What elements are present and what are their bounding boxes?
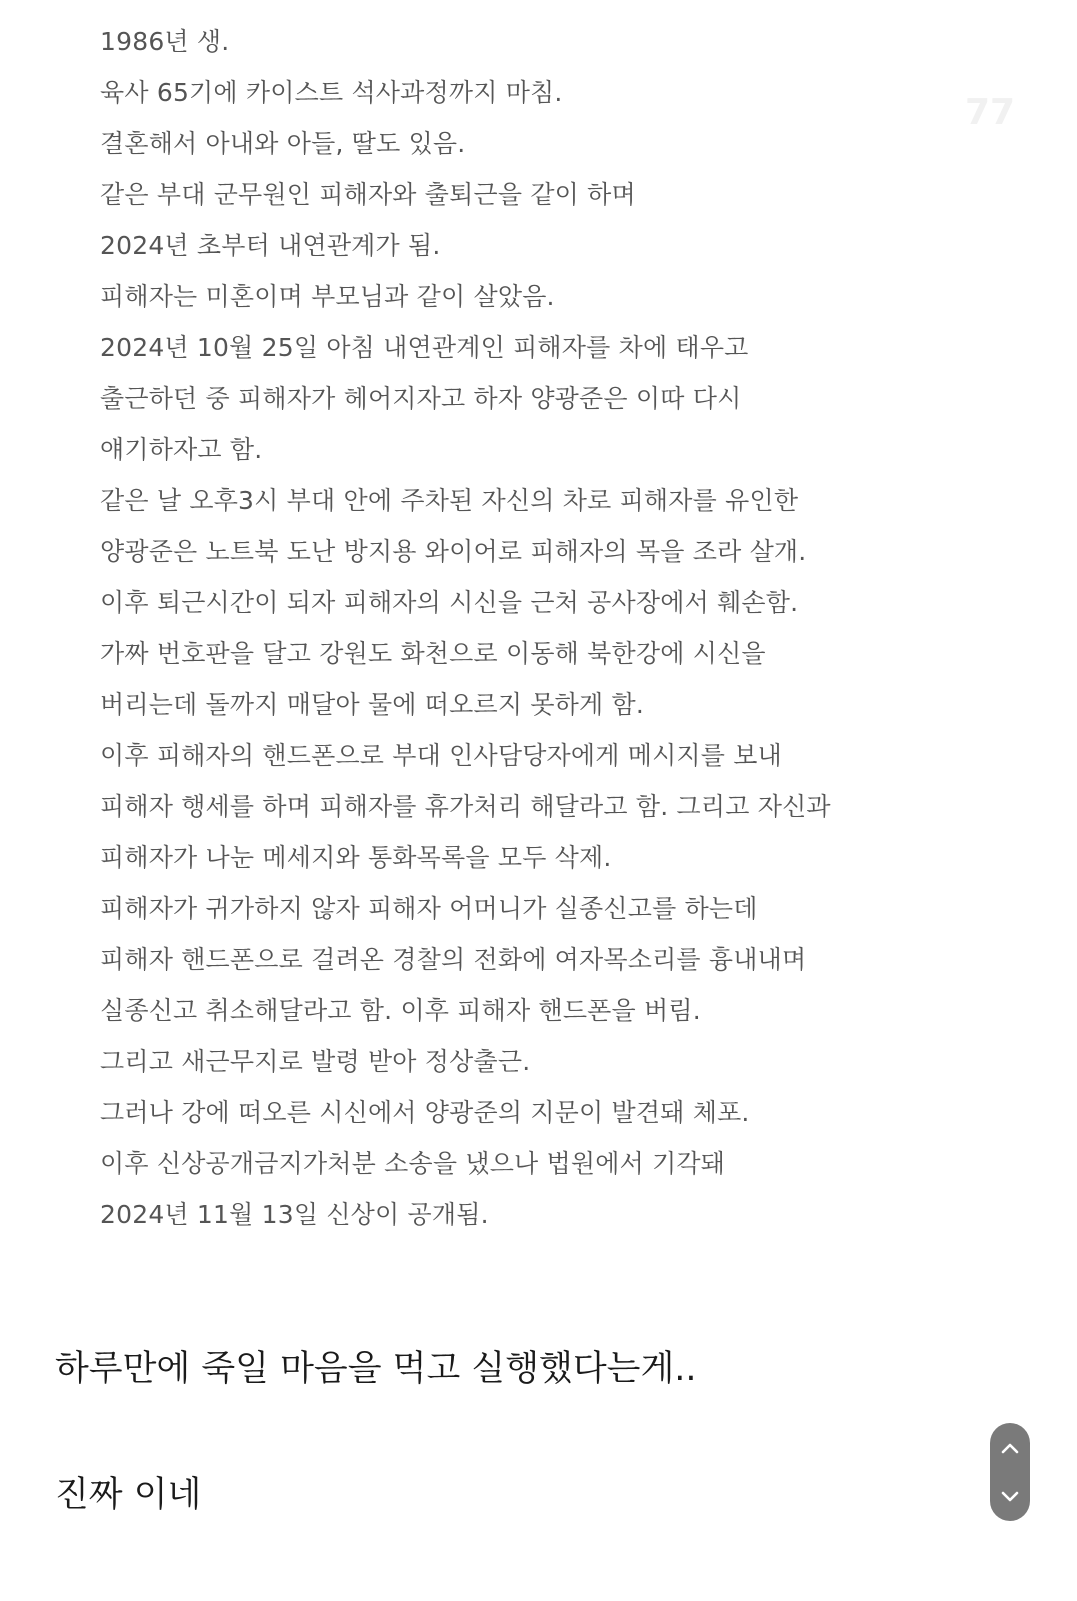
quote-line: 육사 65기에 카이스트 석사과정까지 마침. (100, 78, 563, 107)
scroll-controls (990, 1423, 1030, 1521)
quote-line: 같은 부대 군무원인 피해자와 출퇴근을 같이 하며 (100, 180, 636, 209)
quote-line: 그리고 새근무지로 발령 받아 정상출근. (100, 1047, 531, 1076)
scroll-down-button[interactable] (990, 1472, 1030, 1521)
quote-line: 실종신고 취소해달라고 함. 이후 피해자 핸드폰을 버림. (100, 996, 701, 1025)
quote-line: 이후 신상공개금지가처분 소송을 냈으나 법원에서 기각돼 (100, 1149, 726, 1178)
quote-line: 1986년 생. (100, 27, 230, 56)
quote-line: 이후 피해자의 핸드폰으로 부대 인사담당자에게 메시지를 보내 (100, 741, 782, 770)
quote-line: 결혼해서 아내와 아들, 딸도 있음. (100, 129, 466, 158)
quote-line: 양광준은 노트북 도난 방지용 와이어로 피해자의 목을 조라 살개. (100, 537, 807, 566)
quote-line: 2024년 10월 25일 아침 내연관계인 피해자를 차에 태우고 (100, 333, 749, 362)
quote-line: 피해자는 미혼이며 부모님과 같이 살았음. (100, 282, 555, 311)
chevron-down-icon (1000, 1490, 1020, 1504)
comment-text-line-1: 하루만에 죽일 마음을 먹고 실행했다는게.. (55, 1349, 697, 1389)
quote-line: 버리는데 돌까지 매달아 물에 떠오르지 못하게 함. (100, 690, 645, 719)
quote-line: 얘기하자고 함. (100, 435, 263, 464)
quote-line: 피해자 행세를 하며 피해자를 휴가처리 해달라고 함. 그리고 자신과 (100, 792, 831, 821)
quote-line: 피해자가 나눈 메세지와 통화목록을 모두 삭제. (100, 843, 612, 872)
quote-line: 2024년 초부터 내연관계가 됨. (100, 231, 441, 260)
comment-text-line-2: 진짜 이네 (55, 1475, 202, 1515)
quote-line: 출근하던 중 피해자가 헤어지자고 하자 양광준은 이따 다시 (100, 384, 742, 413)
quote-line: 이후 퇴근시간이 되자 피해자의 시신을 근처 공사장에서 훼손함. (100, 588, 799, 617)
quote-line: 피해자가 귀가하지 않자 피해자 어머니가 실종신고를 하는데 (100, 894, 758, 923)
chevron-up-icon (1000, 1441, 1020, 1455)
scroll-up-button[interactable] (990, 1423, 1030, 1472)
quote-line: 그러나 강에 떠오른 시신에서 양광준의 지문이 발견돼 체포. (100, 1098, 750, 1127)
quote-line: 가짜 번호판을 달고 강원도 화천으로 이동해 북한강에 시신을 (100, 639, 766, 668)
quote-line: 피해자 핸드폰으로 걸려온 경찰의 전화에 여자목소리를 흉내내며 (100, 945, 807, 974)
quote-line: 2024년 11월 13일 신상이 공개됨. (100, 1200, 489, 1229)
faint-watermark: 77 (965, 92, 1016, 133)
quote-line: 같은 날 오후3시 부대 안에 주차된 자신의 차로 피해자를 유인한 (100, 486, 799, 515)
